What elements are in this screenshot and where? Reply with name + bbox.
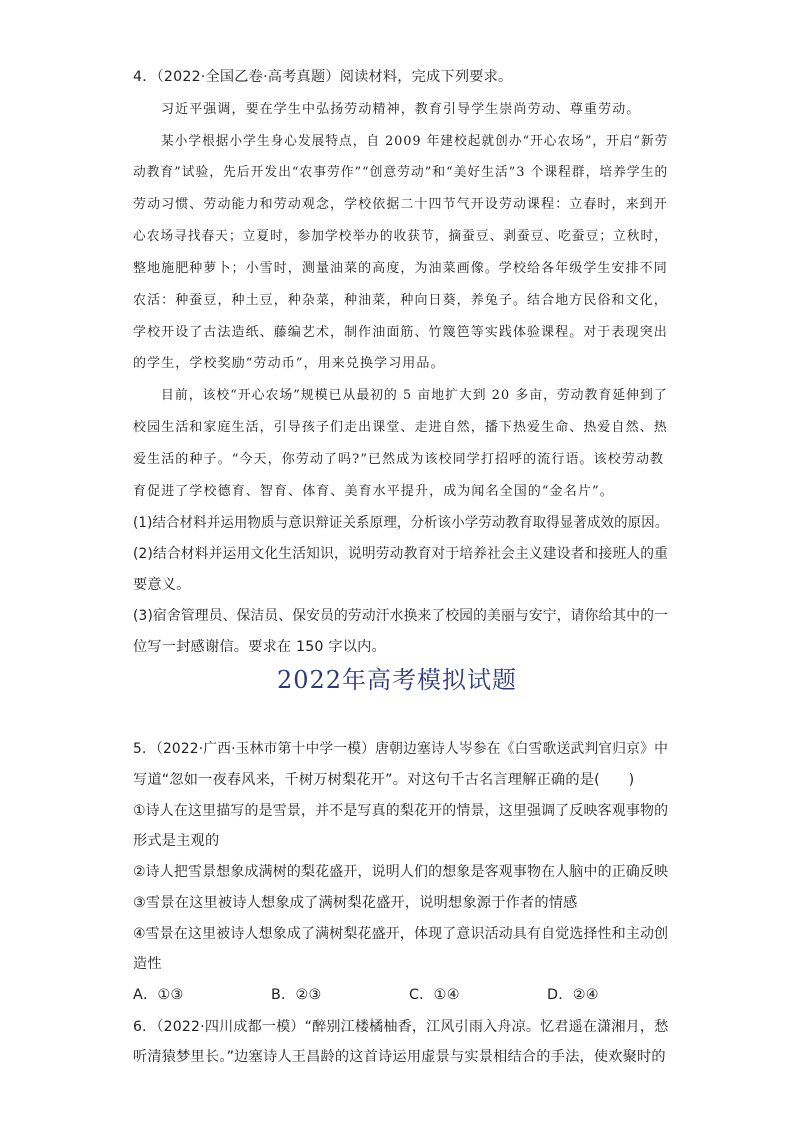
q4-requirement: (1)结合材料并运用物质与意识辩证关系原理，分析该小学劳动教育取得显著成效的原因。 bbox=[133, 515, 669, 531]
q4-material-line: 的学生，学校奖励“劳动币”，用来兑换学习用品。 bbox=[133, 356, 445, 371]
q4-requirement: 位写一封感谢信。要求在 150 字以内。 bbox=[133, 639, 386, 655]
q4-material-line: 心农场寻找春天；立夏时，参加学校举办的收获节，摘蚕豆、剥蚕豆、吃蚕豆；立秋时， bbox=[133, 229, 668, 244]
q4-material-line: 习近平强调，要在学生中弘扬劳动精神，教育引导学生崇尚劳动、尊重劳动。 bbox=[161, 102, 641, 117]
q5-option-a: A．①③ bbox=[133, 987, 184, 1003]
q5-line: ③雪景在这里被诗人想象成了满树梨花盛开，说明想象源于作者的情感 bbox=[133, 895, 578, 911]
q4-material-line: 某小学根据小学生身心发展特点，自 2009 年建校起就创办“开心农场”，开启“新劳 bbox=[161, 134, 669, 149]
q5-option-d: D．②④ bbox=[547, 987, 599, 1003]
q4-stem: 4．（2022·全国乙卷·高考真题）阅读材料，完成下列要求。 bbox=[133, 69, 513, 85]
q4-material-line: 目前，该校“开心农场”规模已从最初的 5 亩地扩大到 20 多亩，劳动教育延伸到了 bbox=[161, 388, 668, 403]
q4-material-line: 育促进了学校德育、智育、体育、美育水平提升，成为闻名全国的“金名片”。 bbox=[133, 484, 614, 499]
q5-line: 5．（2022·广西·玉林市第十中学一模）唐朝边塞诗人岑参在《白雪歌送武判官归京》中 bbox=[133, 741, 669, 757]
q4-material-line: 劳动习惯、劳动能力和劳动观念，学校依据二十四节气开设劳动课程：立春时，来到开 bbox=[133, 197, 668, 212]
q5-line: 形式是主观的 bbox=[133, 833, 220, 849]
q6-line: 听清猿梦里长。”边塞诗人王昌龄的这首诗运用虚景与实景相结合的手法，使欢聚时的 bbox=[133, 1049, 666, 1065]
q6-line: 6．（2022·四川成都一模）“醉别江楼橘柚香，江风引雨入舟凉。忆君遥在潇湘月，愁 bbox=[133, 1019, 669, 1035]
q4-material-line: 农活：种蚕豆，种土豆，种杂菜，种油菜，种向日葵，养兔子。结合地方民俗和文化， bbox=[133, 293, 668, 308]
q4-requirement: 要意义。 bbox=[133, 577, 191, 593]
q4-material-line: 学校开设了古法造纸、藤编艺术，制作油面筋、竹篾笆等实践体验课程。对于表现突出 bbox=[133, 325, 668, 340]
q5-option-b: B．②③ bbox=[271, 987, 322, 1003]
q4-material-line: 动教育”试验，先后开发出“农事劳作”“创意劳动”和“美好生活”3 个课程群，培养学生的 bbox=[133, 165, 669, 180]
q5-options bbox=[133, 984, 673, 1006]
q4-material-line: 爱生活的种子。“今天，你劳动了吗?”已然成为该校同学打招呼的流行语。该校劳动教 bbox=[133, 452, 665, 467]
q5-option-c: C．①④ bbox=[409, 987, 460, 1003]
section-title: 2022年高考模拟试题 bbox=[276, 666, 518, 694]
q5-line: ①诗人在这里描写的是雪景，并不是写真的梨花开的情景，这里强调了反映客观事物的 bbox=[133, 803, 669, 819]
q4-material-line: 校园生活和家庭生活，引导孩子们走出课堂、走进自然，播下热爱生命、热爱自然、热 bbox=[133, 420, 668, 435]
q4-material-line: 整地施肥种萝卜；小雪时，测量油菜的高度，为油菜画像。学校给各年级学生安排不同 bbox=[133, 261, 668, 276]
q5-line: ②诗人把雪景想象成满树的梨花盛开，说明人们的想象是客观事物在人脑中的正确反映 bbox=[133, 864, 669, 880]
q5-line: 造性 bbox=[133, 956, 162, 972]
q5-line: ④雪景在这里被诗人想象成了满树梨花盛开，体现了意识活动具有自觉选择性和主动创 bbox=[133, 926, 669, 942]
q4-requirement: (3)宿舍管理员、保洁员、保安员的劳动汗水换来了校园的美丽与安宁，请你给其中的一 bbox=[133, 608, 669, 624]
q5-line: 写道“忽如一夜春风来，千树万树梨花开”。对这句千古名言理解正确的是( ) bbox=[133, 772, 635, 788]
q4-requirement: (2)结合材料并运用文化生活知识，说明劳动教育对于培养社会主义建设者和接班人的重 bbox=[133, 546, 669, 562]
